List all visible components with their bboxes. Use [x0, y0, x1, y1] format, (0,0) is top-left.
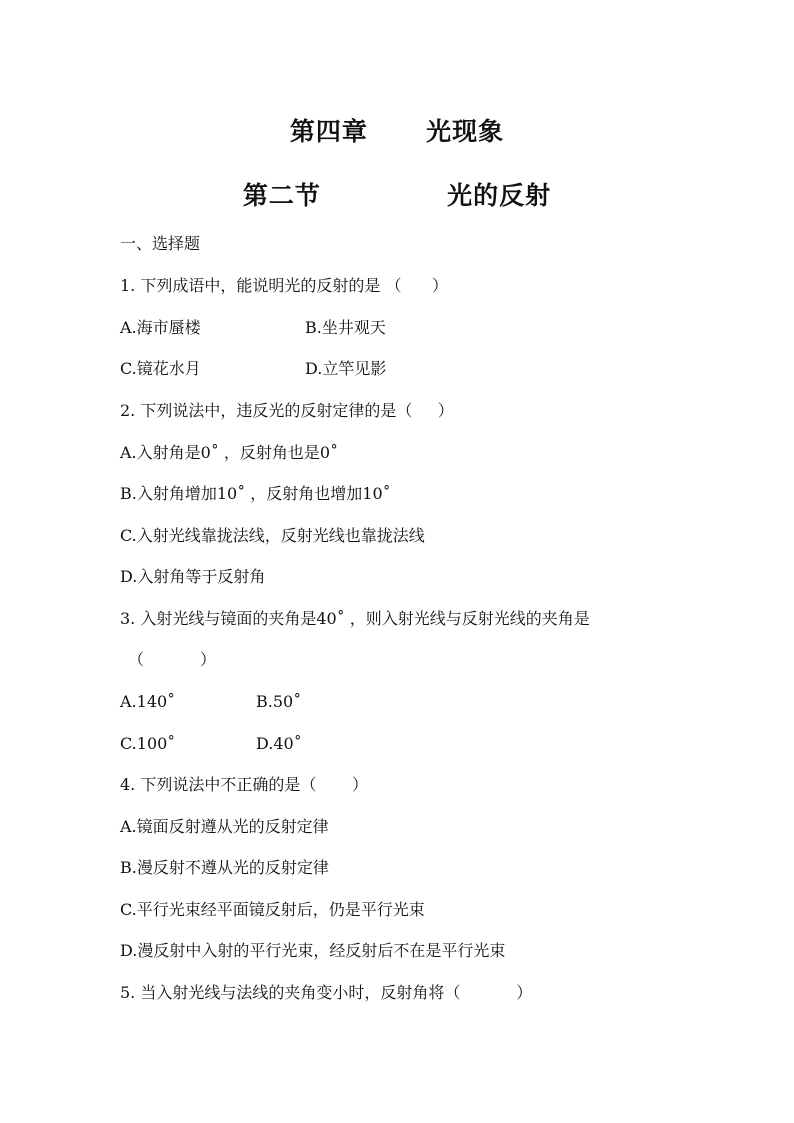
question-2-stem: 2. 下列说法中，违反光的反射定律的是（ ） — [120, 401, 454, 420]
question-5-stem: 5. 当入射光线与法线的夹角变小时，反射角将（ ） — [120, 983, 533, 1002]
question-2-option-a: A.入射角是0˚ ，反射角也是0˚ — [120, 443, 339, 462]
question-1-stem: 1. 下列成语中，能说明光的反射的是 （ ） — [120, 276, 448, 295]
question-2-option-d: D.入射角等于反射角 — [120, 567, 266, 586]
question-1-option-c: C.镜花水月 — [120, 359, 201, 378]
question-3-option-a: A.140˚ — [120, 692, 176, 711]
chapter-title: 第四章 光现象 — [289, 117, 505, 146]
question-4-stem: 4. 下列说法中不正确的是（ ） — [120, 775, 368, 794]
question-3-option-c: C.100˚ — [120, 734, 176, 753]
section-title: 第二节 光的反射 — [242, 181, 552, 210]
question-4-option-b: B.漫反射不遵从光的反射定律 — [120, 858, 329, 877]
question-3-stem-continued: （ ） — [128, 650, 216, 669]
question-4-option-c: C.平行光束经平面镜反射后，仍是平行光束 — [120, 900, 425, 919]
question-3-option-d: D.40˚ — [256, 734, 302, 753]
question-1-option-a: A.海市蜃楼 — [120, 318, 201, 337]
question-1-option-b: B.坐井观天 — [305, 318, 386, 337]
question-4-option-a: A.镜面反射遵从光的反射定律 — [120, 817, 329, 836]
section-label: 一、选择题 — [120, 234, 201, 253]
question-4-option-d: D.漫反射中入射的平行光束，经反射后不在是平行光束 — [120, 941, 506, 960]
question-1-option-d: D.立竿见影 — [305, 359, 387, 378]
question-3-option-b: B.50˚ — [256, 692, 302, 711]
question-3-stem: 3. 入射光线与镜面的夹角是40˚ ，则入射光线与反射光线的夹角是 — [120, 609, 590, 628]
question-2-option-b: B.入射角增加10˚ ，反射角也增加10˚ — [120, 484, 391, 503]
question-2-option-c: C.入射光线靠拢法线，反射光线也靠拢法线 — [120, 526, 425, 545]
